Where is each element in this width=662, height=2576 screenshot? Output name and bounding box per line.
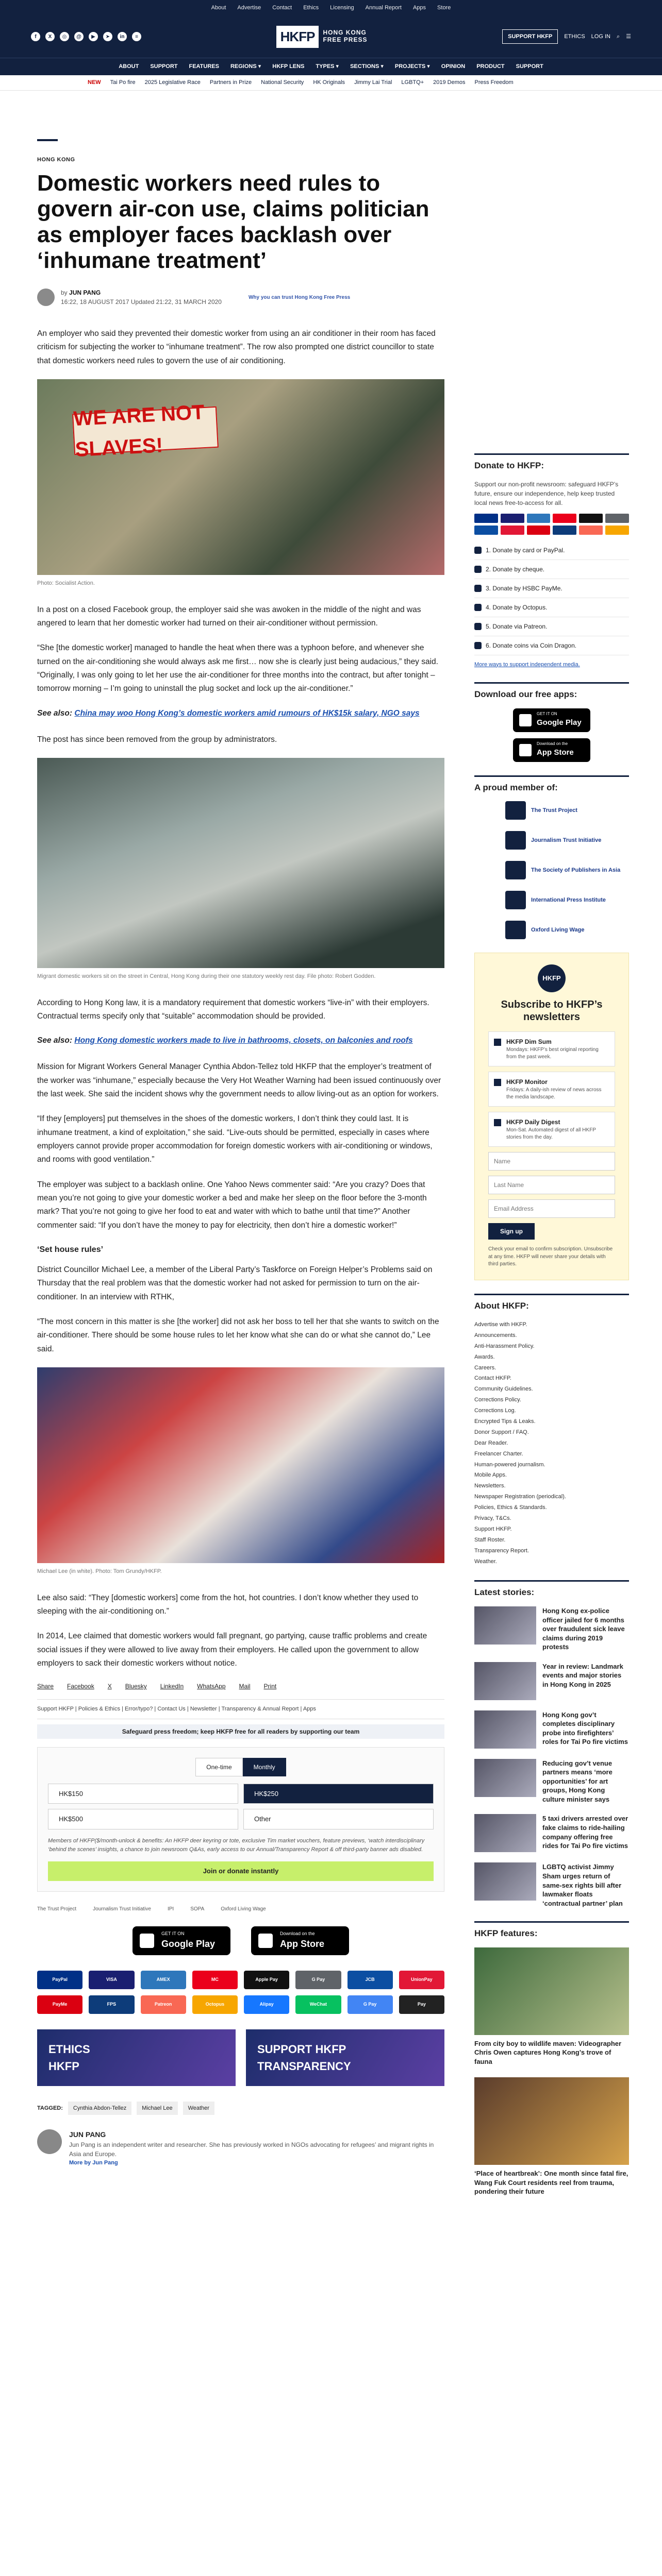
about-link[interactable]: Community Guidelines. bbox=[474, 1386, 533, 1393]
newsletter-option[interactable] bbox=[488, 1072, 615, 1107]
topbar-apps[interactable]: Apps bbox=[412, 4, 426, 11]
see-also bbox=[37, 1035, 444, 1047]
about-link[interactable]: Corrections Policy. bbox=[474, 1397, 521, 1403]
member-name: Journalism Trust Initiative bbox=[531, 837, 602, 843]
story-title[interactable]: 5 taxi drivers arrested over fake claims to ride-hailing company offering free rides for Tai Po fire victims bbox=[542, 1815, 628, 1850]
byline bbox=[37, 288, 444, 307]
publish-dates: 16:22, 18 AUGUST 2017 Updated 21:22, 31 MARCH 2020 bbox=[61, 298, 222, 306]
see-also-link[interactable]: China may woo Hong Kong’s domestic workers amid rumours of HK$15k salary, NGO says bbox=[74, 708, 420, 718]
about-link[interactable]: Mobile Apps. bbox=[474, 1472, 507, 1479]
feature-image[interactable] bbox=[474, 1947, 629, 2035]
share-label: Share bbox=[37, 1683, 54, 1690]
newsletter-option-text bbox=[506, 1037, 609, 1061]
support-links[interactable]: Support HKFP | Policies & Ethics | Error/typo? | Contact Us | Newsletter | Transparency & Annual Report | Apps bbox=[37, 1699, 444, 1719]
paragraph: “The most concern in this matter is she [the worker] did not ask her boss to tell her that she wants to switch on the air-conditioner. There should be some house rules to let her know what she can do or what she cannot do,” Lee said. bbox=[37, 1317, 439, 1353]
about-link[interactable]: Dear Reader. bbox=[474, 1439, 508, 1446]
headline-rule bbox=[37, 139, 58, 141]
topbar-contact[interactable]: Contact bbox=[272, 4, 292, 11]
nav-item[interactable]: OPINION bbox=[441, 63, 466, 70]
newsletter-option-text bbox=[506, 1117, 609, 1141]
trust-logo[interactable]: IPI bbox=[167, 1906, 174, 1912]
payment-logo bbox=[605, 526, 629, 535]
story-thumbnail[interactable] bbox=[474, 1662, 536, 1700]
app-store-label: App Store bbox=[537, 748, 574, 757]
facebook-icon[interactable]: f bbox=[31, 32, 40, 41]
paragraph: Mission for Migrant Workers General Manager Cynthia Abdon-Tellez told HKFP that the employer’s treatment of the worker was “inhumane,” especially because the Very Hot Weather Warning had been issued continuously over the last week. She said the incident shows why the government needs to allow living-out as an option for workers. bbox=[37, 1062, 441, 1098]
trending-item[interactable]: Tai Po fire bbox=[110, 79, 136, 86]
topbar-licensing[interactable]: Licensing bbox=[330, 4, 354, 11]
google-play-small: GET IT ON bbox=[537, 711, 557, 717]
payment-logo: JCB bbox=[347, 1971, 393, 1989]
about-link[interactable]: Encrypted Tips & Leaks. bbox=[474, 1418, 536, 1425]
about-link[interactable]: Newsletters. bbox=[474, 1483, 506, 1489]
join-donate-button[interactable]: Join or donate instantly bbox=[48, 1861, 434, 1881]
menu-icon[interactable]: ☰ bbox=[626, 33, 631, 40]
share-facebook[interactable]: Facebook bbox=[67, 1683, 94, 1690]
member-name: The Trust Project bbox=[531, 807, 577, 814]
author-box-avatar[interactable] bbox=[37, 2129, 62, 2154]
subheading: ‘Set house rules’ bbox=[37, 1245, 104, 1255]
photo-caption: Migrant domestic workers sit on the street in Central, Hong Kong during their one statutory weekly rest day. File photo: Robert Godden. bbox=[37, 973, 376, 980]
google-play-small: GET IT ON bbox=[161, 1930, 185, 1936]
paragraph: The post has since been removed from the group by administrators. bbox=[37, 735, 277, 744]
site-logo[interactable] bbox=[276, 26, 368, 48]
article-kicker[interactable]: HONG KONG bbox=[37, 157, 75, 163]
telegram-icon[interactable]: ➤ bbox=[103, 32, 112, 41]
about-link[interactable]: Weather. bbox=[474, 1558, 497, 1565]
about-link[interactable]: Awards. bbox=[474, 1353, 495, 1360]
tag-pill[interactable]: Michael Lee bbox=[137, 2102, 177, 2115]
paragraph: An employer who said they prevented their domestic worker from using an air conditioner in their room has faced criticism for subjecting the worker to “inhumane treatment”. The row also prompted one district councillor to state that domestic workers need rules to govern the use of air conditioning. bbox=[37, 329, 436, 365]
frequency-toggle bbox=[48, 1758, 434, 1776]
member-name: The Society of Publishers in Asia bbox=[531, 867, 621, 873]
byline-text bbox=[61, 288, 222, 307]
logo-text bbox=[323, 29, 367, 44]
trust-logos bbox=[37, 1905, 444, 1913]
payment-logo: AMEX bbox=[141, 1971, 186, 1989]
author-box bbox=[37, 2129, 444, 2167]
nav-item[interactable]: SUPPORT bbox=[516, 63, 543, 70]
latest-heading: Latest stories: bbox=[474, 1580, 629, 1599]
story-thumbnail[interactable] bbox=[474, 1862, 536, 1901]
banner-sub: TRANSPARENCY bbox=[257, 2059, 351, 2073]
support-hkfp-button[interactable]: SUPPORT HKFP bbox=[502, 29, 558, 44]
author-name[interactable]: JUN PANG bbox=[69, 289, 101, 297]
author-avatar[interactable] bbox=[37, 289, 55, 306]
about-link[interactable]: Contact HKFP. bbox=[474, 1375, 511, 1382]
newsletter-widget bbox=[474, 953, 629, 1280]
masthead-actions bbox=[502, 29, 631, 44]
payment-logo bbox=[553, 514, 576, 523]
donate-heading: Donate to HKFP: bbox=[474, 453, 629, 472]
about-link[interactable]: Newspaper Registration (periodical). bbox=[474, 1494, 566, 1500]
linkedin-icon[interactable]: in bbox=[118, 32, 127, 41]
donate-option[interactable]: 1. Donate by card or PayPal. bbox=[474, 541, 629, 560]
trust-logo[interactable]: The Trust Project bbox=[37, 1906, 77, 1912]
main-nav bbox=[0, 58, 662, 75]
amount-option-selected[interactable]: HK$250 bbox=[243, 1784, 434, 1804]
social-icons bbox=[31, 32, 141, 41]
latest-story[interactable] bbox=[474, 1862, 629, 1908]
nav-item[interactable]: PRODUCT bbox=[476, 63, 505, 70]
latest-story[interactable] bbox=[474, 1662, 629, 1700]
newsletter-desc: Fridays: A daily-ish review of news across the media landscape. bbox=[506, 1087, 602, 1100]
about-link[interactable]: Careers. bbox=[474, 1364, 496, 1371]
youtube-icon[interactable]: ▶ bbox=[89, 32, 98, 41]
tags-row bbox=[37, 2102, 444, 2115]
trust-link[interactable]: Why you can trust Hong Kong Free Press bbox=[248, 294, 351, 300]
trust-logo[interactable]: Journalism Trust Initiative bbox=[93, 1906, 151, 1912]
freq-monthly[interactable]: Monthly bbox=[243, 1758, 286, 1776]
donate-option[interactable]: 6. Donate coins via Coin Dragon. bbox=[474, 636, 629, 655]
payment-logo: VISA bbox=[89, 1971, 134, 1989]
newsletter-logo: HKFP bbox=[538, 964, 566, 992]
donate-text: Support our non-profit newsroom: safeguard HKFP’s future, ensure our independence, help keep trusted local news free-to-access for all. bbox=[474, 480, 619, 506]
newsletter-title: Subscribe to HKFP’s newsletters bbox=[501, 999, 603, 1023]
rss-icon[interactable]: ≡ bbox=[132, 32, 141, 41]
newsletter-option[interactable] bbox=[488, 1031, 615, 1066]
member-widget bbox=[474, 775, 629, 940]
member-name: Oxford Living Wage bbox=[531, 926, 585, 933]
membership-note: Members of HKFP($/month-unlock & benefits: An HKFP deer keyring or tote, exclusive Tim market vouchers, feature previews, ‘watch interdisciplinary ‘behind the scenes’ insights, a chance to join newsroom Q&As, early access to our Annual/Transparency Report & off third-party banner ads disabled. bbox=[48, 1837, 425, 1853]
payment-logo: Octopus bbox=[192, 1995, 238, 2014]
payment-logo: FPS bbox=[89, 1995, 134, 2014]
amount-option[interactable]: HK$500 bbox=[48, 1809, 238, 1829]
story-title[interactable]: Reducing gov’t venue partners means ‘more opportunities’ for art groups, Hong Kong culture minister says bbox=[542, 1759, 613, 1803]
trending-item[interactable]: Press Freedom bbox=[474, 79, 514, 86]
donate-payment-logos bbox=[474, 514, 629, 535]
payment-logo: MC bbox=[192, 1971, 238, 1989]
trust-logo[interactable]: SOPA bbox=[190, 1906, 205, 1912]
trending-item[interactable]: HK Originals bbox=[313, 79, 345, 86]
byline-prefix: by bbox=[61, 289, 68, 297]
x-icon[interactable]: X bbox=[45, 32, 55, 41]
nav-item[interactable]: SECTIONS ▾ bbox=[350, 63, 384, 70]
member-mark bbox=[505, 861, 526, 879]
member-logo[interactable] bbox=[474, 921, 629, 939]
newsletter-fine-print: Check your email to confirm subscription. Unsubscribe at any time. HKFP will never share your details with third parties. bbox=[488, 1246, 613, 1267]
trust-logo[interactable]: Oxford Living Wage bbox=[221, 1906, 266, 1912]
paragraph: Lee also said: “They [domestic workers] come from the hot, hot countries. I don’t know whether they used to sleeping with the air-conditioning on.” bbox=[37, 1593, 419, 1616]
top-utility-bar bbox=[0, 0, 662, 15]
trending-item[interactable]: Partners in Prize bbox=[209, 79, 252, 86]
share-bar bbox=[37, 1682, 444, 1691]
press-freedom-promo[interactable]: Safeguard press freedom; keep HKFP free for all readers by supporting our team bbox=[37, 1724, 444, 1739]
banner-title: SUPPORT HKFP bbox=[257, 2042, 346, 2056]
tag-pill[interactable]: Cynthia Abdon-Tellez bbox=[68, 2102, 131, 2115]
topbar-ethics[interactable]: Ethics bbox=[303, 4, 319, 11]
nav-item[interactable]: REGIONS ▾ bbox=[230, 63, 261, 70]
about-link[interactable]: Announcements. bbox=[474, 1332, 517, 1338]
story-thumbnail[interactable] bbox=[474, 1710, 536, 1749]
latest-story[interactable] bbox=[474, 1606, 629, 1652]
story-title[interactable]: Hong Kong gov’t completes disciplinary probe into firefighters’ roles for Tai Po fire victims bbox=[542, 1710, 628, 1746]
newsletter-name: HKFP Monitor bbox=[506, 1078, 548, 1086]
share-linkedin[interactable]: LinkedIn bbox=[160, 1683, 184, 1690]
payment-logo bbox=[501, 526, 524, 535]
member-mark bbox=[505, 831, 526, 850]
features-widget bbox=[474, 1921, 629, 2196]
about-link[interactable]: Freelancer Charter. bbox=[474, 1450, 523, 1457]
about-link[interactable]: Privacy, T&Cs. bbox=[474, 1515, 511, 1522]
about-link[interactable]: Corrections Log. bbox=[474, 1408, 516, 1414]
newsletter-option[interactable] bbox=[488, 1112, 615, 1147]
topbar-annual-report[interactable]: Annual Report bbox=[365, 4, 402, 11]
share-mail[interactable]: Mail bbox=[239, 1683, 251, 1690]
search-icon[interactable]: ⌕ bbox=[616, 33, 620, 40]
trending-label: NEW bbox=[88, 79, 101, 86]
latest-story[interactable] bbox=[474, 1814, 629, 1852]
amount-option[interactable]: HK$150 bbox=[48, 1784, 238, 1804]
payment-logo: Alipay bbox=[244, 1995, 289, 2014]
promo-banners bbox=[37, 2029, 444, 2086]
payment-logo: Pay bbox=[399, 1995, 444, 2014]
latest-story[interactable] bbox=[474, 1759, 629, 1804]
nav-item[interactable]: SUPPORT bbox=[150, 63, 178, 70]
email-field[interactable]: Email Address bbox=[488, 1199, 615, 1218]
apps-heading: Download our free apps: bbox=[474, 682, 629, 701]
protest-sign: WE ARE NOT SLAVES! bbox=[72, 406, 219, 455]
share-x[interactable]: X bbox=[107, 1683, 112, 1690]
google-play-button[interactable] bbox=[133, 1926, 230, 1955]
topbar-store[interactable]: Store bbox=[437, 4, 451, 11]
google-play-label: Google Play bbox=[161, 1939, 216, 1950]
member-logo[interactable] bbox=[474, 861, 629, 879]
about-link[interactable]: Transparency Report. bbox=[474, 1547, 529, 1554]
more-by-author-link[interactable]: More by Jun Pang bbox=[69, 2160, 118, 2166]
donate-options bbox=[474, 541, 629, 655]
more-ways-link[interactable]: More ways to support independent media. bbox=[474, 661, 580, 668]
see-also-link[interactable]: Hong Kong domestic workers made to live in bathrooms, closets, on balconies and roofs bbox=[74, 1036, 413, 1045]
topbar-about[interactable]: About bbox=[211, 4, 226, 11]
latest-story[interactable] bbox=[474, 1710, 629, 1749]
author-box-name[interactable]: JUN PANG bbox=[69, 2130, 106, 2139]
member-mark bbox=[505, 921, 526, 939]
trending-item[interactable]: 2025 Legislative Race bbox=[144, 79, 201, 86]
payment-logo bbox=[553, 526, 576, 535]
support-banner[interactable] bbox=[246, 2029, 444, 2086]
threads-icon[interactable]: @ bbox=[74, 32, 84, 41]
story-title[interactable]: LGBTQ activist Jimmy Sham urges return of same-sex rights bill after lawmaker floats ‘contractual partner’ plan bbox=[542, 1863, 623, 1907]
logo-line-2: FREE PRESS bbox=[323, 36, 368, 43]
masthead bbox=[0, 15, 662, 58]
donate-option[interactable]: 5. Donate via Patreon. bbox=[474, 617, 629, 636]
payment-logo: Patreon bbox=[141, 1995, 186, 2014]
trending-item[interactable]: Jimmy Lai Trial bbox=[354, 79, 392, 86]
ethics-banner[interactable] bbox=[37, 2029, 236, 2086]
banner-title: ETHICS bbox=[48, 2042, 90, 2056]
ethics-link[interactable]: ETHICS bbox=[564, 33, 585, 40]
nav-item[interactable]: ABOUT bbox=[119, 63, 139, 70]
sidebar-google-play-button[interactable] bbox=[513, 708, 590, 732]
paragraph: In a post on a closed Facebook group, the employer said she was awoken in the middle of the night and was angered to learn that her domestic worker had turned on their air-conditioner without permission. bbox=[37, 605, 421, 628]
article-photo-protest[interactable] bbox=[37, 379, 444, 575]
about-list bbox=[474, 1319, 629, 1567]
see-also-prefix: See also: bbox=[37, 708, 75, 718]
payment-logo bbox=[579, 514, 603, 523]
trending-item[interactable]: 2019 Demos bbox=[433, 79, 466, 86]
member-logo[interactable] bbox=[474, 891, 629, 909]
name-field[interactable]: Name bbox=[488, 1152, 615, 1171]
payment-logo: UnionPay bbox=[399, 1971, 444, 1989]
tagged-label: TAGGED: bbox=[37, 2105, 63, 2111]
story-thumbnail[interactable] bbox=[474, 1606, 536, 1645]
feature-title[interactable]: ‘Place of heartbreak’: One month since fatal fire, Wang Fuk Court residents reel from trauma, pondering their future bbox=[474, 2170, 628, 2196]
paragraph: “She [the domestic worker] managed to handle the heat when there was a typhoon before, and whenever she turned on the air-conditioning she would always ask me first… now she is clearly just being audacious,” they said. “Originally, I was only going to let her use the air-conditioner for three months into the contract, but after tonight – tomorrow morning – I’m going to uninstall the plug socket and lock up the air-conditioner.” bbox=[37, 643, 438, 693]
about-link[interactable]: Policies, Ethics & Standards. bbox=[474, 1504, 547, 1511]
about-link[interactable]: Anti-Harassment Policy. bbox=[474, 1343, 535, 1349]
feature-image[interactable] bbox=[474, 2077, 629, 2165]
checkbox-icon[interactable] bbox=[494, 1039, 501, 1046]
member-logo[interactable] bbox=[474, 801, 629, 820]
see-also-prefix: See also: bbox=[37, 1036, 75, 1045]
login-link[interactable]: LOG IN bbox=[591, 33, 610, 40]
trending-item[interactable]: National Security bbox=[261, 79, 304, 86]
donate-widget bbox=[474, 453, 629, 669]
payment-logo: PayMe bbox=[37, 1995, 82, 2014]
payment-logo bbox=[474, 526, 498, 535]
instagram-icon[interactable]: ◎ bbox=[60, 32, 69, 41]
payment-logo bbox=[527, 514, 551, 523]
member-mark bbox=[505, 891, 526, 909]
donate-option[interactable]: 2. Donate by cheque. bbox=[474, 560, 629, 579]
story-thumbnail[interactable] bbox=[474, 1759, 536, 1797]
about-heading: About HKFP: bbox=[474, 1294, 629, 1313]
about-link[interactable]: Support HKFP. bbox=[474, 1526, 512, 1532]
paragraph: The employer was subject to a backlash online. One Yahoo News commenter said: “Are you crazy? Does that mean you’re not going to give your domestic worker a bed and make her sleep on the floor before the 3-month mark? That you’re not going to give her food to eat and water with which to bathe until that time?” Another commenter said: “If you don’t have the money to pay for electricity, then don’t hire a domestic worker!” bbox=[37, 1180, 427, 1230]
paragraph: District Councillor Michael Lee, a member of the Liberal Party’s Taskforce on Foreign Helper’s Problems said on Thursday that the real problem was that the domestic worker had not asked for permission to turn on the air-conditioner. In an interview with RTHK, bbox=[37, 1265, 433, 1301]
donate-option[interactable]: 4. Donate by Octopus. bbox=[474, 598, 629, 617]
payment-logo bbox=[474, 514, 498, 523]
last-name-field[interactable]: Last Name bbox=[488, 1176, 615, 1194]
app-store-small: Download on the bbox=[280, 1930, 315, 1936]
app-store-buttons bbox=[37, 1926, 444, 1955]
about-widget bbox=[474, 1294, 629, 1567]
amount-option[interactable]: Other bbox=[243, 1809, 434, 1829]
apps-widget bbox=[474, 682, 629, 762]
share-whatsapp[interactable]: WhatsApp bbox=[197, 1683, 226, 1690]
freq-one-time[interactable]: One-time bbox=[195, 1758, 242, 1776]
banner-sub: HKFP bbox=[48, 2059, 79, 2073]
nav-item[interactable]: FEATURES bbox=[189, 63, 219, 70]
newsletter-name: HKFP Daily Digest bbox=[506, 1118, 560, 1126]
article-photo-michael-lee[interactable] bbox=[37, 1367, 444, 1563]
newsletter-option-text bbox=[506, 1077, 609, 1101]
logo-box: HKFP bbox=[276, 26, 319, 48]
google-play-label: Google Play bbox=[537, 718, 582, 727]
nav-item[interactable]: PROJECTS ▾ bbox=[394, 63, 430, 70]
author-box-text bbox=[69, 2129, 444, 2167]
donate-option[interactable]: 3. Donate by HSBC PayMe. bbox=[474, 579, 629, 598]
story-title[interactable]: Year in review: Landmark events and major stories in Hong Kong in 2025 bbox=[542, 1662, 623, 1688]
newsletter-desc: Mondays: HKFP’s best original reporting from the past week. bbox=[506, 1047, 599, 1060]
about-link[interactable]: Human-powered journalism. bbox=[474, 1461, 545, 1468]
member-mark bbox=[505, 801, 526, 820]
nav-item[interactable]: HKFP LENS bbox=[272, 63, 305, 70]
latest-widget bbox=[474, 1580, 629, 1908]
tag-pill[interactable]: Weather bbox=[183, 2102, 214, 2115]
about-link[interactable]: Advertise with HKFP. bbox=[474, 1321, 527, 1328]
app-store-label: App Store bbox=[280, 1939, 325, 1950]
newsletter-name: HKFP Dim Sum bbox=[506, 1038, 552, 1045]
payment-logo: Apple Pay bbox=[244, 1971, 289, 1989]
checkbox-icon[interactable] bbox=[494, 1119, 501, 1126]
share-bluesky[interactable]: Bluesky bbox=[125, 1683, 147, 1690]
member-logo[interactable] bbox=[474, 831, 629, 850]
paragraph: In 2014, Lee claimed that domestic workers would fall pregnant, go partying, cause traffic problems and create social issues if they were allowed to live away from their employers. He called upon the government to allow employers to sack their domestic workers without notice. bbox=[37, 1632, 427, 1668]
share-print[interactable]: Print bbox=[263, 1683, 277, 1690]
features-heading: HKFP features: bbox=[474, 1921, 629, 1940]
amount-options bbox=[48, 1784, 434, 1829]
article-headline: Domestic workers need rules to govern air-con use, claims politician as employer faces backlash over ‘inhumane treatment’ bbox=[37, 170, 429, 273]
payment-logo: WeChat bbox=[295, 1995, 341, 2014]
author-bio: Jun Pang is an independent writer and researcher. She has previously worked in NGOs advocating for refugees’ and migrant rights in Asia and Europe. bbox=[69, 2141, 434, 2158]
article bbox=[37, 139, 444, 2167]
about-link[interactable]: Staff Roster. bbox=[474, 1536, 506, 1543]
see-also bbox=[37, 707, 444, 720]
story-thumbnail[interactable] bbox=[474, 1814, 536, 1852]
trending-item[interactable]: LGBTQ+ bbox=[401, 79, 424, 86]
sidebar-app-store-button[interactable] bbox=[513, 738, 590, 762]
donation-box bbox=[37, 1747, 444, 1892]
payment-logo bbox=[527, 526, 551, 535]
story-title[interactable]: Hong Kong ex-police officer jailed for 6 months over fraudulent sick leave claims during 2019 protests bbox=[542, 1606, 625, 1651]
payment-methods bbox=[37, 1971, 444, 2014]
sidebar bbox=[474, 453, 629, 2210]
logo-line-1: HONG KONG bbox=[323, 29, 367, 37]
paragraph: “If they [employers] put themselves in the shoes of the domestic workers, I don’t think they could last. It is inhumane treatment, a kind of exploitation,” she said. “Live-outs should be permitted, especially in cases where employers cannot provide proper accommodation for foreign domestic workers with air-conditioning or windows, and rooms with good ventilation.” bbox=[37, 1114, 433, 1164]
nav-item[interactable]: TYPES ▾ bbox=[316, 63, 339, 70]
payment-logo: PayPal bbox=[37, 1971, 82, 1989]
signup-button[interactable]: Sign up bbox=[488, 1223, 535, 1240]
photo-caption: Michael Lee (in white). Photo: Tom Grundy/HKFP. bbox=[37, 1568, 162, 1575]
member-name: International Press Institute bbox=[531, 896, 606, 903]
topbar-advertise[interactable]: Advertise bbox=[237, 4, 261, 11]
checkbox-icon[interactable] bbox=[494, 1079, 501, 1086]
article-photo-workers[interactable] bbox=[37, 758, 444, 968]
photo-caption: Photo: Socialist Action. bbox=[37, 580, 95, 587]
app-store-button[interactable] bbox=[251, 1926, 349, 1955]
app-store-small: Download on the bbox=[537, 741, 568, 747]
newsletter-desc: Mon-Sat. Automated digest of all HKFP stories from the day. bbox=[506, 1127, 596, 1140]
paragraph: According to Hong Kong law, it is a mandatory requirement that domestic workers “live-in” with their employers. Contractual terms specify only that “suitable” accommodation should be provided. bbox=[37, 998, 429, 1021]
about-link[interactable]: Donor Support / FAQ. bbox=[474, 1429, 529, 1435]
payment-logo bbox=[501, 514, 524, 523]
payment-logo bbox=[605, 514, 629, 523]
feature-title[interactable]: From city boy to wildlife maven: Videographer Chris Owen captures Hong Kong’s trove of fauna bbox=[474, 2039, 622, 2065]
payment-logo bbox=[579, 526, 603, 535]
trending-bar bbox=[0, 75, 662, 91]
payment-logo: G Pay bbox=[295, 1971, 341, 1989]
payment-logo: G Pay bbox=[347, 1995, 393, 2014]
member-heading: A proud member of: bbox=[474, 775, 629, 794]
